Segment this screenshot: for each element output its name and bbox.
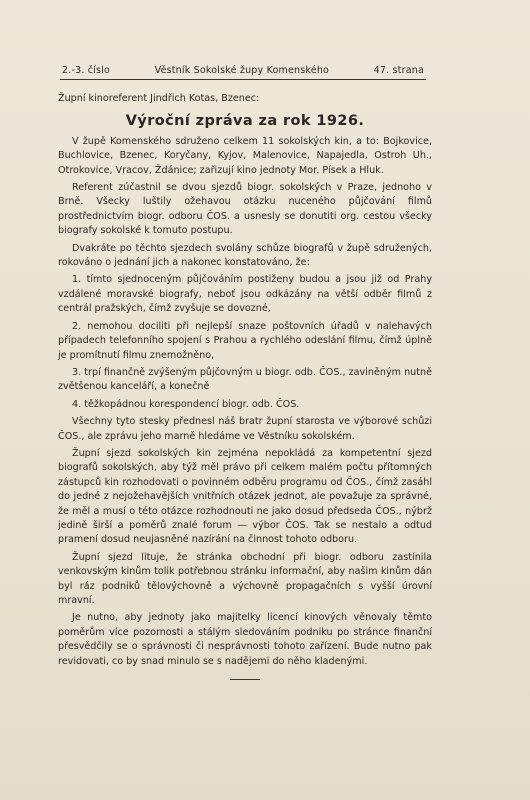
paragraph: 2. nemohou dociliti při nejlepší snaze poštovních úřadů v nalehavých případech telefonního spojení s Prahou a rychlého odeslání filmu, čímž úplně je promítnutí filmu znemožněno, [58,320,432,361]
paragraph: Dvakráte po těchto sjezdech svolány schůze biografů v župě sdružených, rokováno o jednání jich a nakonec konstatováno, že: [58,242,432,269]
paragraph: Referent zúčastnil se dvou sjezdů biogr. sokolských v Praze, jednoho v Brně. Všecky luštily ožehavou otázku nuceného půjčování filmů prostřednictvím biogr. odboru ČOS. a usnesly se donutiti org. cestou všecky biografy sokolské k tomuto postupu. [58,182,432,237]
page-number: 47. strana [373,65,424,76]
end-rule [230,679,260,680]
byline: Župní kinoreferent Jindřich Kotas, Bzenec: [58,93,260,104]
paragraph: Všechny tyto stesky přednesl náš bratr župní starosta ve výborové schůzi ČOS., ale zprávu jeho marně hledáme ve Věstníku sokolském. [58,416,432,442]
paragraph: 3. trpí finančně zvýšeným půjčovným u biogr. odb. ČOS., zaviněným nutně zvětšenou kanceláří, a konečně [58,366,432,393]
journal-title: Věstník Sokolské župy Komenského [154,65,330,76]
article-title: Výroční zpráva za rok 1926. [125,113,365,130]
paragraph: Župní sjezd lituje, že stránka obchodní při biogr. odboru zastínila venkovským kinům tolik potřebnou stránku informační, aby našim kinům dán byl ráz podniků tělovýchovně a výchovně propagačních s vyšší úrovní mravní. [58,551,432,606]
paragraph: Župní sjezd sokolských kin zejména nepokládá za kompetentní sjezd biografů sokolských, aby týž měl právo při celkem malém počtu přítomných zástupců kin rozhodovati o povinném odběru programu od ČOS., čímž zasáhl do jedné z nejožehavějších vnitřních otázek jednot, ale považuje za správné, že měl a musí o této otázce rozhodnouti ne jako dosud předseda ČOS., nýbrž jedině širší a poměrů znalé forum — výbor ČOS. Tak se nestalo a odtud pramení dosud neujasněné nazírání na činnost tohoto odboru. [58,447,432,546]
paragraph: 1. tímto sjednoceným půjčováním postiženy budou a jsou již od Prahy vzdálené moravské biografy, neboť jsou odkázány na větší odběr filmů z centrál pražských, čímž zvyšuje se dovozné, [58,274,432,315]
running-header [62,65,424,76]
paragraph: 4. těžkopádnou korespondencí biogr. odb. ČOS. [72,398,300,410]
paragraph: Je nutno, aby jednoty jako majitelky licencí kinových věnovaly těmto poměrům více pozornosti a stálým sledováním podniku po stránce finanční přesvědčily se o správnosti či nesprávnosti tohoto zařízení. Bude nutno pak revidovati, co by snad minulo se s nadějemi do něho kladenými. [58,612,432,667]
header-rule [60,79,426,80]
issue-number: 2.-3. číslo [62,65,111,76]
article [58,92,432,680]
paragraph: V župě Komenského sdruženo celkem 11 sokolských kin, a to: Bojkovice, Buchlovice, Bzenec, Koryčany, Kyjov, Malenovice, Napajedla, Ostroh Uh., Otrokovice, Vracov, Ždánice; zařizují kino jednoty Mor. Písek a Hluk. [58,135,432,176]
